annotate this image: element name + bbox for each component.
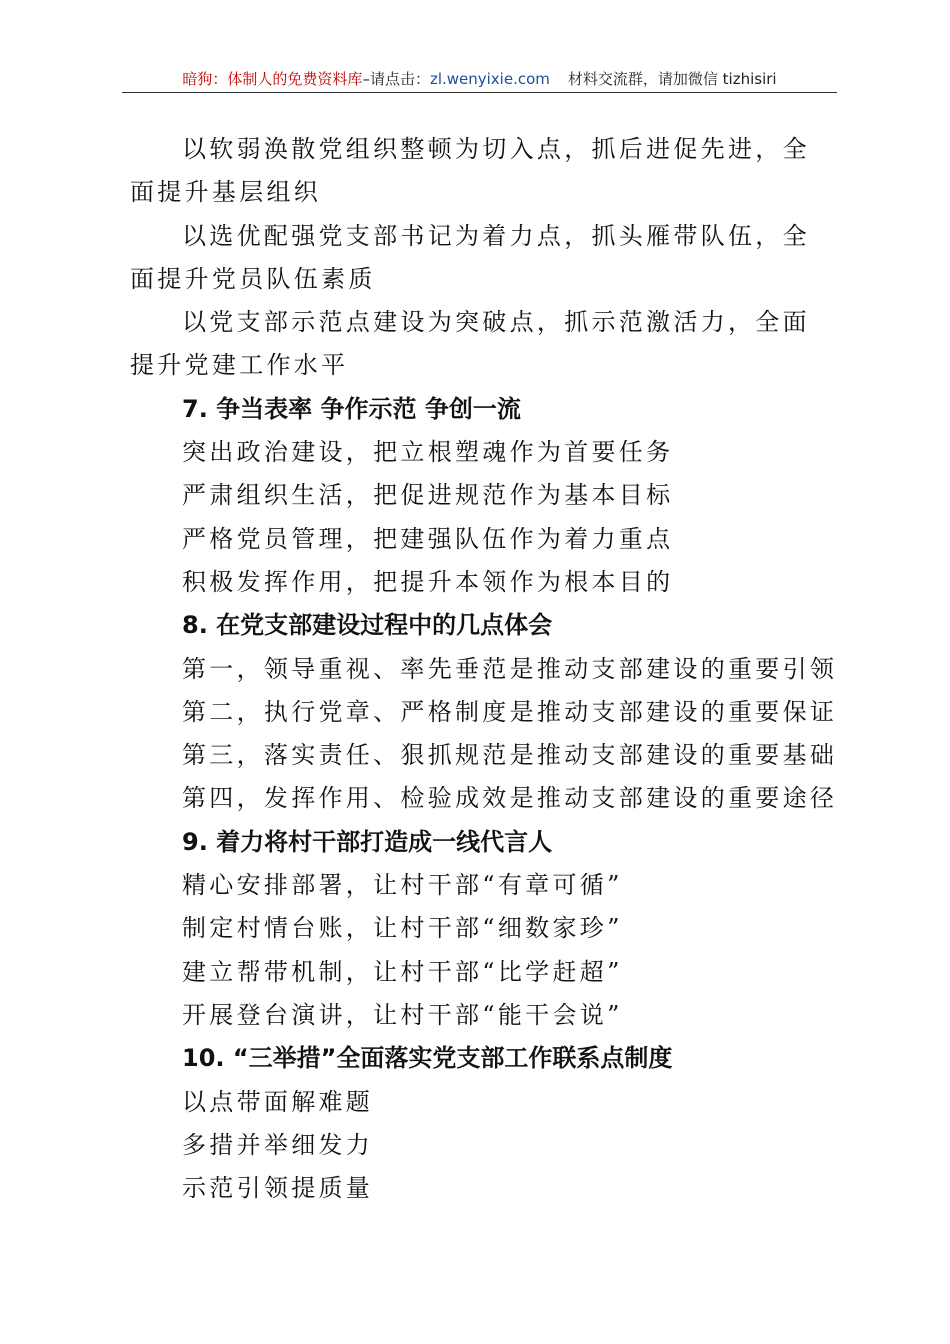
section-10-line: 以点带面解难题 (182, 1087, 374, 1116)
section-9-line: 制定村情台账，让村干部“细数家珍” (182, 914, 623, 943)
header-site-name: 暗狗：体制人的免费资料库 (182, 70, 363, 88)
intro-paragraph-1: 以软弱涣散党组织整顿为切入点，抓后进促先进，全面提升基层组织 (130, 135, 810, 207)
section-8-line: 第三，落实责任、狠抓规范是推动支部建设的重要基础 (182, 741, 838, 770)
header-wechat-note: 材料交流群，请加微信 tizhisiri (567, 70, 777, 88)
section-9-line: 开展登台演讲，让村干部“能干会说” (182, 1000, 623, 1029)
section-7-line: 严格党员管理，把建强队伍作为着力重点 (182, 524, 674, 553)
section-8-title: 8. 在党支部建设过程中的几点体会 (182, 611, 553, 640)
section-10-line: 多措并举细发力 (182, 1130, 374, 1159)
intro-paragraph-3: 以党支部示范点建设为突破点，抓示范激活力，全面提升党建工作水平 (130, 308, 810, 380)
section-10-line: 示范引领提质量 (182, 1174, 374, 1203)
section-9-line: 建立帮带机制，让村干部“比学赶超” (182, 957, 623, 986)
header-click-prompt: –请点击： (362, 70, 430, 88)
section-10-title: 10. “三举措”全面落实党支部工作联系点制度 (182, 1044, 673, 1073)
section-8-line: 第一，领导重视、率先垂范是推动支部建设的重要引领 (182, 654, 838, 683)
section-8-line: 第二，执行党章、严格制度是推动支部建设的重要保证 (182, 697, 838, 726)
section-8-line: 第四，发挥作用、检验成效是推动支部建设的重要途径 (182, 784, 838, 813)
section-7-line: 严肃组织生活，把促进规范作为基本目标 (182, 481, 674, 510)
intro-paragraph-2: 以选优配强党支部书记为着力点，抓头雁带队伍，全面提升党员队伍素质 (130, 221, 810, 293)
page-header (122, 68, 837, 93)
header-link[interactable]: zl.wenyixie.com (429, 70, 550, 88)
document-body (130, 128, 838, 1210)
section-7-line: 积极发挥作用，把提升本领作为根本目的 (182, 567, 674, 596)
section-9-title: 9. 着力将村干部打造成一线代言人 (182, 827, 553, 856)
section-7-title: 7. 争当表率 争作示范 争创一流 (182, 394, 521, 423)
section-9-line: 精心安排部署，让村干部“有章可循” (182, 871, 623, 900)
section-7-line: 突出政治建设，把立根塑魂作为首要任务 (182, 438, 674, 467)
